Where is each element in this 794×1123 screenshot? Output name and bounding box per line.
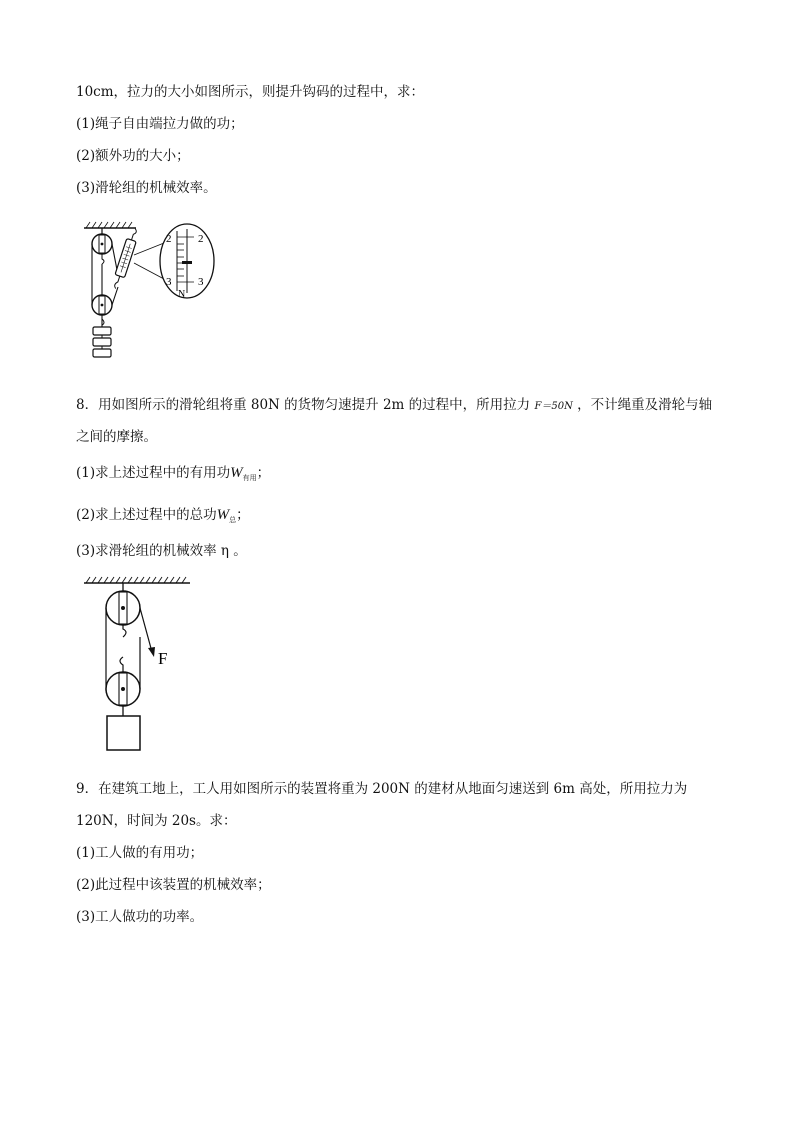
scale-label-right-3: 3 <box>198 276 204 288</box>
q9-sub1: (1)工人做的有用功； <box>76 845 204 861</box>
q8-sub2 <box>76 506 250 529</box>
q9-sub2: (2)此过程中该装置的机械效率； <box>76 877 271 893</box>
q8-sub1 <box>76 464 270 487</box>
q8-sub1-post: ； <box>256 465 271 481</box>
q8-pulley-figure <box>80 573 200 758</box>
q8-sub2-text: (2)求上述过程中的总功 <box>76 507 217 523</box>
q7-sub3: (3)滑轮组的机械效率。 <box>76 180 217 196</box>
q8-sub1-subscript: 有用 <box>242 474 257 482</box>
q9-text-line1: 9．在建筑工地上，工人用如图所示的装置将重为 200N 的建材从地面匀速送到 6m 高处，所用拉力为 <box>76 781 688 797</box>
q7-pulley-figure <box>70 215 230 375</box>
q7-sub2: (2)额外功的大小； <box>76 148 190 164</box>
q8-sub1-var: W <box>230 465 243 481</box>
scale-unit-label: N <box>178 289 186 300</box>
q8-force-expression: F＝50N <box>534 401 573 412</box>
scale-label-left-3: 3 <box>166 276 172 288</box>
q9-sub3: (3)工人做功的功率。 <box>76 909 204 925</box>
q8-text-line2: 之间的摩擦。 <box>76 429 157 445</box>
q8-sub3: (3)求滑轮组的机械效率 η 。 <box>76 543 247 559</box>
q7-text-line1: 10cm，拉力的大小如图所示，则提升钩码的过程中，求： <box>76 84 425 100</box>
q8-sub1-text: (1)求上述过程中的有用功 <box>76 465 231 481</box>
q8-text-pre: 8．用如图所示的滑轮组将重 80N 的货物匀速提升 2m 的过程中，所用拉力 <box>76 397 535 413</box>
q7-sub1: (1)绳子自由端拉力做的功； <box>76 116 244 132</box>
q8-sub2-subscript: 总 <box>229 516 237 524</box>
scale-label-right-2: 2 <box>198 233 204 245</box>
q8-sub2-post: ； <box>236 507 250 523</box>
q9-text-line2: 120N，时间为 20s。求： <box>76 813 237 829</box>
q8-sub2-var: W <box>216 507 230 523</box>
q8-text-line1 <box>76 396 712 416</box>
force-label: F <box>158 649 168 668</box>
scale-label-left-2: 2 <box>166 233 172 245</box>
q8-text-post: ，不计绳重及滑轮与轴 <box>572 397 713 413</box>
